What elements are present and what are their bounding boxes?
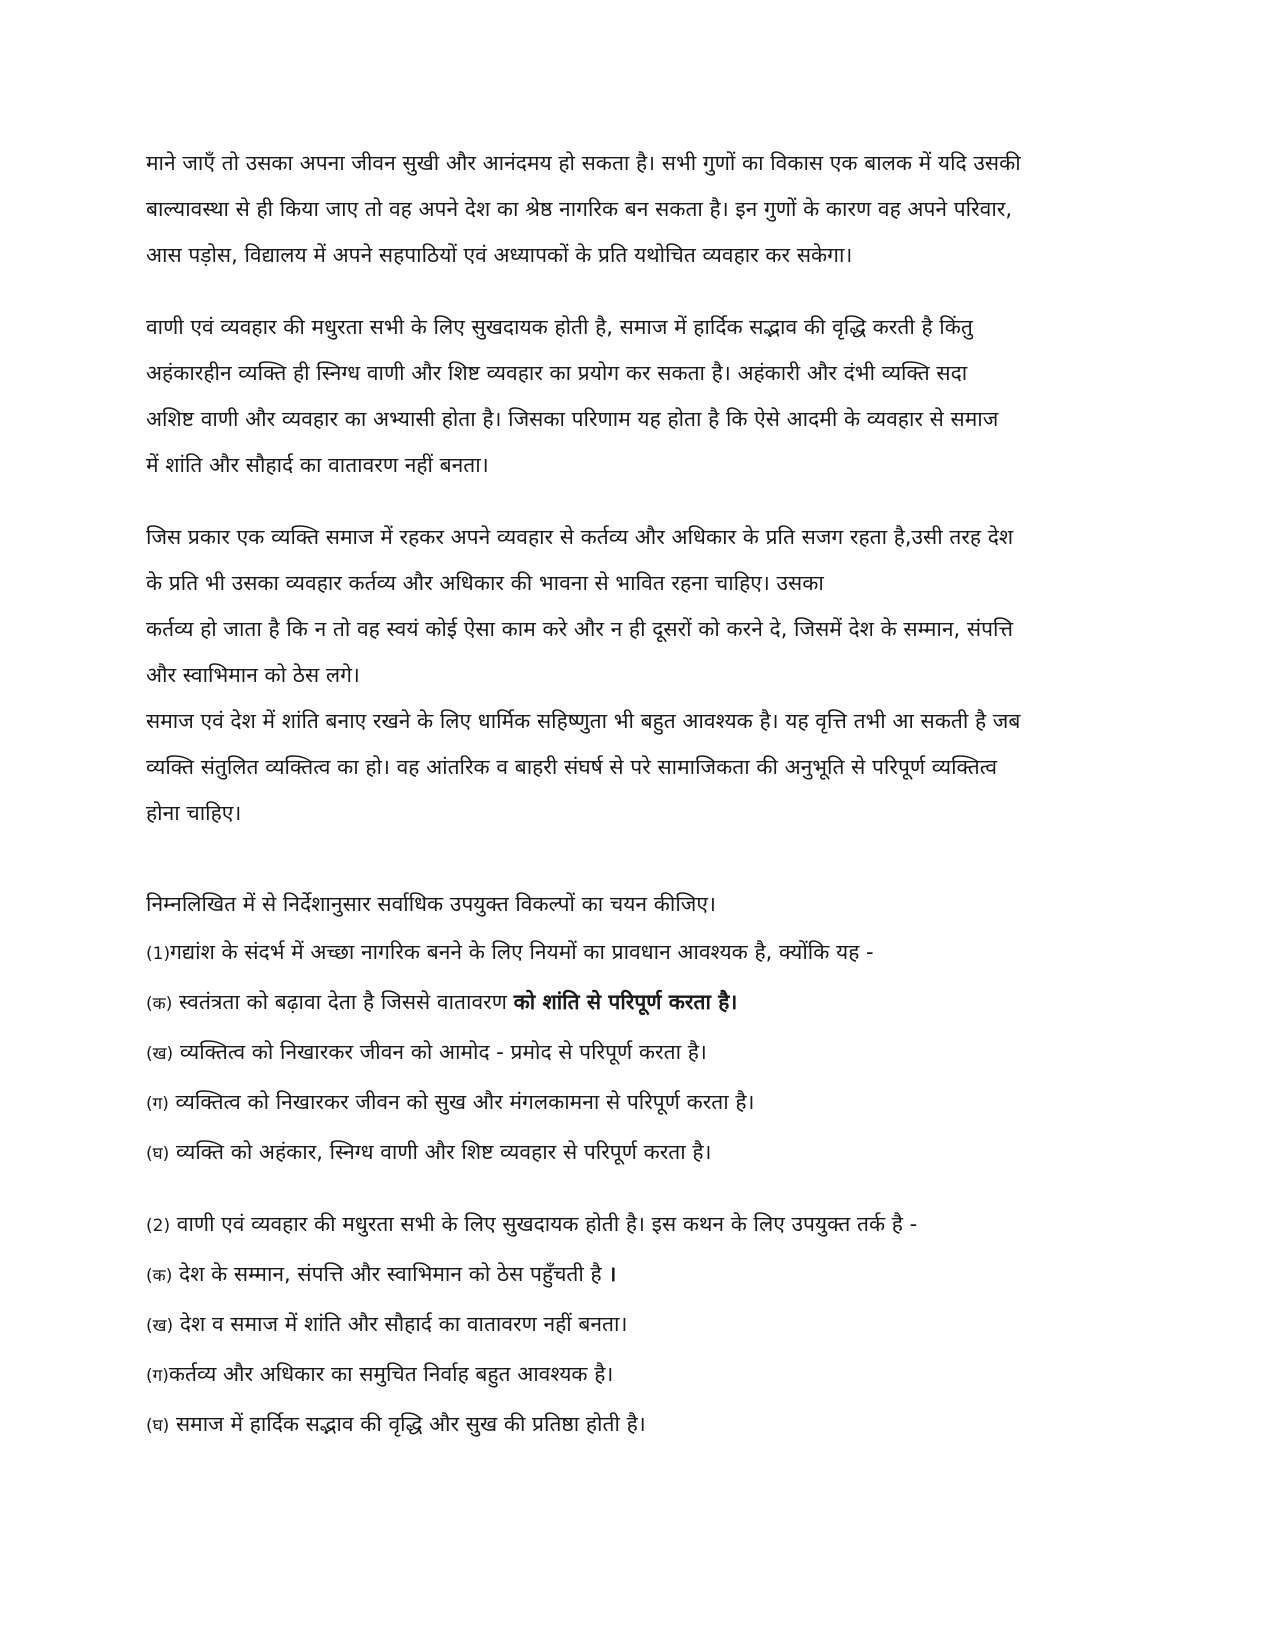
paragraph-line: में शांति और सौहार्द का वातावरण नहीं बनता। [146,453,489,477]
paragraph-line: अशिष्ट वाणी और व्यवहार का अभ्यासी होता है। जिसका परिणाम यह होता है कि ऐसे आदमी के व्यवहार से समाज [146,407,999,431]
option-q2-ga [146,1350,1126,1400]
option-text-bold: को शांति से परिपूर्ण करता है। [513,990,738,1014]
paragraph-line: के प्रति भी उसका व्यवहार कर्तव्य और अधिकार की भावना से भावित रहना चाहिए। उसका [146,571,824,595]
paragraph-line: माने जाएँ तो उसका अपना जीवन सुखी और आनंदमय हो सकता है। सभी गुणों का विकास एक बालक में यदि उसकी [146,151,1021,175]
option-label: (ख) [146,1044,174,1064]
option-text: कर्तव्य और अधिकार का समुचित निर्वाह बहुत आवश्यक है। [168,1362,614,1386]
question-text: वाणी एवं व्यवहार की मधुरता सभी के लिए सुखदायक होती है। इस कथन के लिए उपयुक्त तर्क है - [170,1212,918,1236]
option-text: व्यक्ति को अहंकार, स्निग्ध वाणी और शिष्ट व्यवहार से परिपूर्ण करता है। [169,1140,712,1164]
option-text: देश के सम्मान, संपत्ति और स्वाभिमान को ठेस पहुँचती है [172,1262,609,1286]
option-text-bold: । [608,1262,617,1286]
paragraph-line: होना चाहिए। [146,801,242,825]
paragraph-line: बाल्यावस्था से ही किया जाए तो वह अपने देश का श्रेष्ठ नागरिक बन सकता है। इन गुणों के कारण वह अपने परिवार, [146,197,1013,221]
question-1 [146,928,1126,978]
question-number: (1) [146,944,171,964]
option-label: (ग) [146,1094,169,1114]
paragraph-line: आस पड़ोस, विद्यालय में अपने सहपाठियों एवं अध्यापकों के प्रति यथोचित व्यवहार कर सकेगा। [146,243,853,267]
option-text: समाज में हार्दिक सद्भाव की वृद्धि और सुख की प्रतिष्ठा होती है। [169,1412,646,1436]
option-label: (क) [146,994,173,1014]
question-2 [146,1200,1126,1250]
option-q2-kha [146,1300,1126,1350]
paragraph-line: व्यक्ति संतुलित व्यक्तित्व का हो। वह आंतरिक व बाहरी संघर्ष से परे सामाजिकता की अनुभूति से परिपूर्ण व्यक्तित्व [146,755,998,779]
paragraph-line: वाणी एवं व्यवहार की मधुरता सभी के लिए सुखदायक होती है, समाज में हार्दिक सद्भाव की वृद्धि करती है किंतु [146,315,973,339]
paragraph-line: जिस प्रकार एक व्यक्ति समाज में रहकर अपने व्यवहार से कर्तव्य और अधिकार के प्रति सजग रहता है,उसी तरह देश [146,525,1014,549]
option-label: (क) [146,1266,173,1286]
question-text: गद्यांश के संदर्भ में अच्छा नागरिक बनने के लिए नियमों का प्रावधान आवश्यक है, क्योंकि यह - [170,940,874,964]
paragraph-3 [146,514,1126,836]
document-page [146,140,1126,1450]
option-q1-ka [146,978,1126,1028]
option-text: देश व समाज में शांति और सौहार्द का वातावरण नहीं बनता। [173,1312,628,1336]
option-text: व्यक्तित्व को निखारकर जीवन को सुख और मंगलकामना से परिपूर्ण करता है। [168,1090,755,1114]
option-q1-kha [146,1028,1126,1078]
option-text: व्यक्तित्व को निखारकर जीवन को आमोद - प्रमोद से परिपूर्ण करता है। [173,1040,707,1064]
paragraph-line: समाज एवं देश में शांति बनाए रखने के लिए धार्मिक सहिष्णुता भी बहुत आवश्यक है। यह वृत्ति तभी आ सकती है जब [146,709,1021,733]
option-q2-gha [146,1400,1126,1450]
option-q1-ga [146,1078,1126,1128]
option-q2-ka [146,1250,1126,1300]
option-q1-gha [146,1128,1126,1178]
paragraph-line: अहंकारहीन व्यक्ति ही स्निग्ध वाणी और शिष्ट व्यवहार का प्रयोग कर सकता है। अहंकारी और दंभी व्यक्ति सदा [146,361,968,385]
instruction-text: निम्नलिखित में से निर्देशानुसार सर्वाधिक उपयुक्त विकल्पों का चयन कीजिए। [146,892,716,916]
option-label: (ग) [146,1366,169,1386]
option-label: (घ) [146,1416,170,1436]
paragraph-2 [146,304,1126,488]
option-label: (ख) [146,1316,174,1336]
option-text: स्वतंत्रता को बढ़ावा देता है जिससे वातावरण [172,990,514,1014]
paragraph-1 [146,140,1126,278]
option-label: (घ) [146,1144,170,1164]
paragraph-line: कर्तव्य हो जाता है कि न तो वह स्वयं कोई ऐसा काम करे और न ही दूसरों को करने दे, जिसमें देश के सम्मान, संपत्ति [146,617,1013,641]
paragraph-line: और स्वाभिमान को ठेस लगे। [146,663,360,687]
question-number: (2) [146,1216,171,1236]
